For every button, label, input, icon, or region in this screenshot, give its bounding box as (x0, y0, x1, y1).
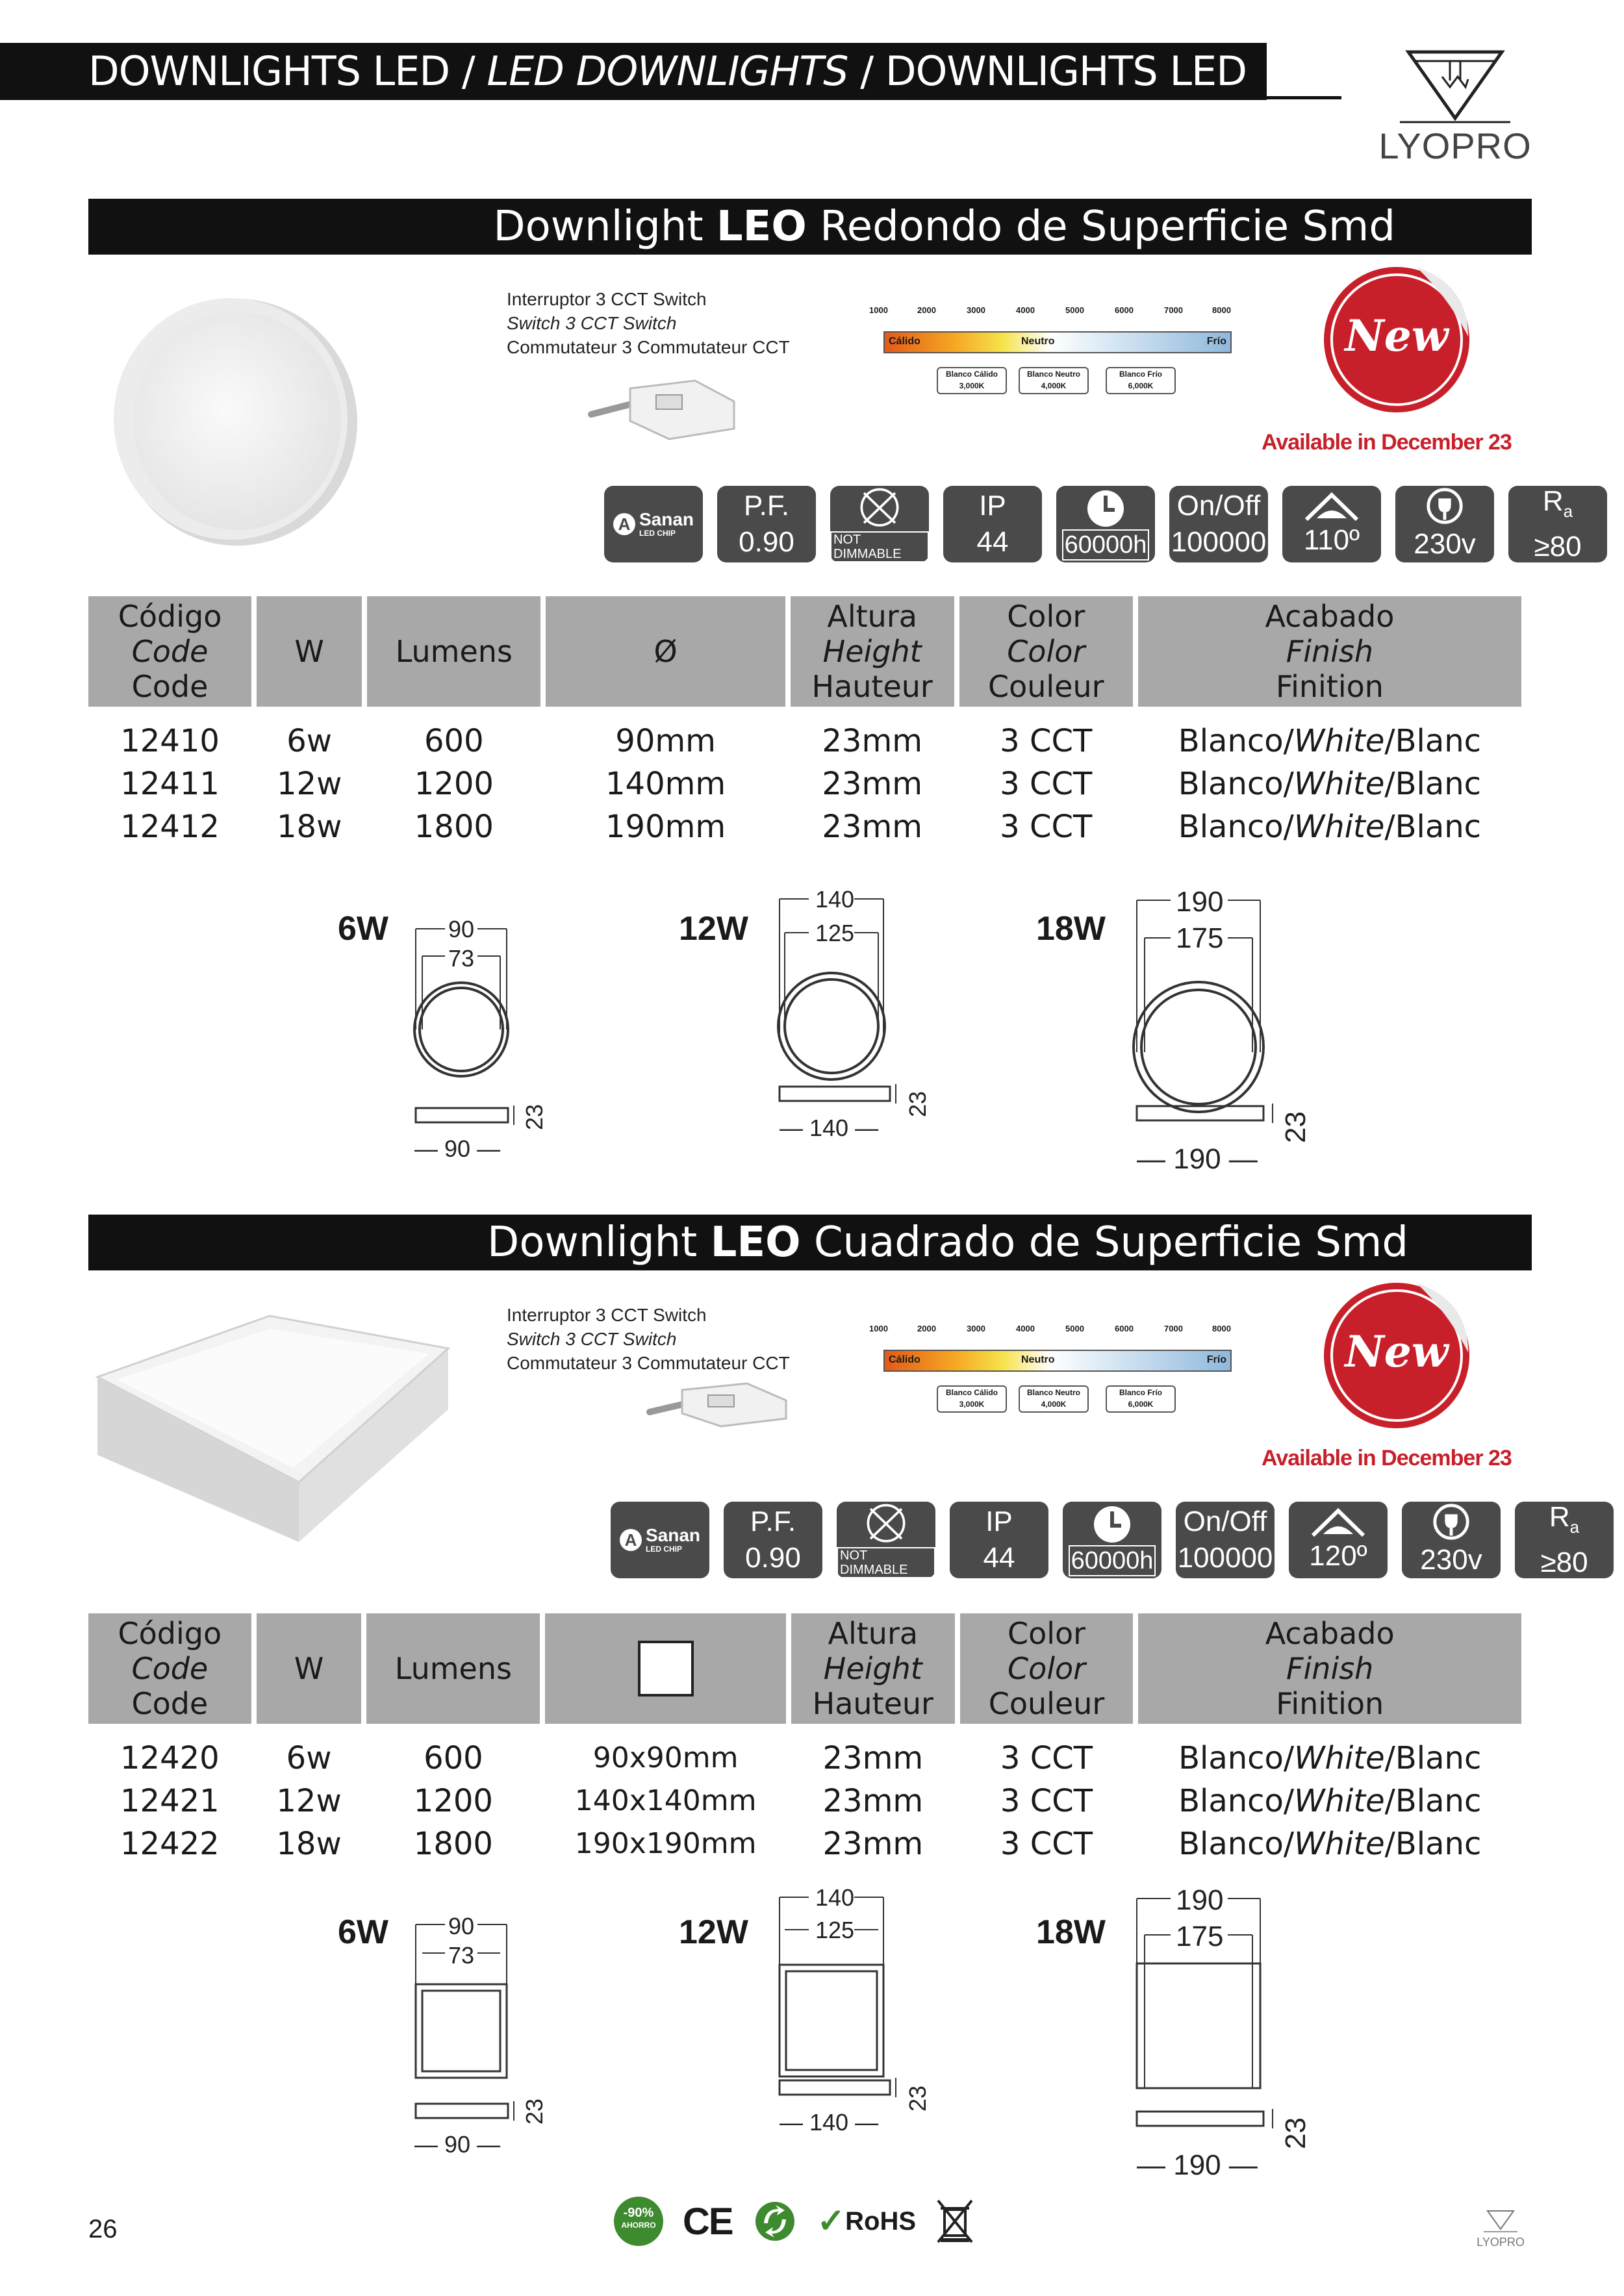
section2-switch-text (507, 1303, 790, 1375)
col-color: Color Color Couleur (959, 596, 1133, 707)
section2-color-scale (864, 1324, 1247, 1421)
scale-warm: Cálido (889, 1354, 920, 1365)
section1-title-bar (88, 199, 1532, 255)
dim-18w-height: 23 (1280, 1111, 1312, 1143)
volt-value: 230v (1420, 1544, 1482, 1576)
ra-label: R (1549, 1500, 1570, 1533)
temperature-gradient-bar (883, 1350, 1232, 1372)
cell-lumens: 600 (424, 723, 484, 759)
dim-18w-bottom: 190 (1173, 1143, 1221, 1175)
dim-6w-bottom-row: — 90 — (414, 1135, 501, 1162)
cell-color: 3 CCT (1000, 723, 1093, 759)
dim-18w-drawing (1130, 896, 1273, 1130)
dim-12w-bottom-row: — 140 — (780, 2109, 879, 2136)
col-height: Altura Height Hauteur (791, 1613, 955, 1724)
col-watts: W (257, 596, 362, 707)
sanan-name: Sanan (645, 1525, 701, 1545)
switch-line-fr: Commutateur 3 Commutateur CCT (507, 1353, 790, 1373)
scale-tick: 5000 (1065, 305, 1084, 315)
col-color: Color Color Couleur (960, 1613, 1134, 1724)
scale-box-label: Blanco Neutro (1026, 1388, 1080, 1397)
col-finish: Acabado Finish Finition (1138, 1613, 1521, 1724)
cell-size: 140mm (605, 766, 726, 802)
scale-tick: 4000 (1016, 1324, 1035, 1333)
cell-size: 140x140mm (574, 1784, 757, 1817)
cell-code: 12421 (120, 1783, 220, 1819)
badge-lifetime (1063, 1502, 1161, 1578)
section1-spec-table (83, 596, 1527, 848)
badge-ra (1515, 1502, 1614, 1578)
dim-6w-drawing (409, 922, 526, 1117)
badge-sanan (611, 1502, 709, 1578)
sanan-sub: LED CHIP (639, 529, 676, 538)
switch-line-en: Switch 3 CCT Switch (507, 313, 677, 333)
section2-dimensions (325, 1884, 1364, 2192)
ra-sub: a (1569, 1517, 1580, 1537)
section2-switch-image (643, 1377, 799, 1429)
dim-6w-bottom: 90 (444, 1135, 471, 1162)
pf-label: P.F. (750, 1506, 796, 1537)
badge-ip (950, 1502, 1048, 1578)
volt-value: 230v (1414, 528, 1476, 560)
dim-6w-inner: 73 (448, 945, 475, 972)
brand-name: LYOPRO (1378, 125, 1532, 166)
onoff-label: On/Off (1183, 1506, 1267, 1537)
badge-not-dimmable (837, 1502, 935, 1578)
saving-pct: -90% (623, 2206, 654, 2220)
cell-height: 23mm (822, 1826, 924, 1862)
scale-box-label: Blanco Frío (1119, 370, 1162, 379)
cell-size: 190x190mm (574, 1827, 757, 1860)
badge-onoff (1169, 486, 1268, 562)
onoff-value: 100000 (1171, 526, 1267, 558)
switch-line-es: Interruptor 3 CCT Switch (507, 1305, 707, 1325)
cell-finish: Blanco/White/Blanc (1178, 1740, 1482, 1776)
dim-label: NOT DIMMABLE (830, 531, 929, 562)
scale-box-cold (1106, 367, 1176, 394)
scale-tick: 6000 (1115, 305, 1134, 315)
col-lumens: Lumens (366, 1613, 540, 1724)
recycle-icon (752, 2199, 798, 2244)
dim-18w-drawing (1130, 1893, 1273, 2101)
table-header-row (88, 596, 1521, 707)
scale-tick: 5000 (1065, 1324, 1084, 1333)
ip-label: IP (979, 490, 1006, 522)
sanan-name: Sanan (639, 509, 694, 529)
badge-sanan (604, 486, 703, 562)
cell-watts: 12w (276, 766, 342, 802)
col-code: Código Code Code (88, 596, 251, 707)
cell-watts: 12w (276, 1783, 342, 1819)
dim-18w-bottom: 190 (1173, 2149, 1221, 2181)
page-number: 26 (88, 2215, 118, 2243)
scale-box-value: 4,000K (1041, 381, 1067, 390)
scale-box-label: Blanco Cálido (945, 370, 998, 379)
scale-warm: Cálido (889, 336, 920, 347)
saving-word: AHORRO (621, 2221, 656, 2230)
dim-6w-bottom: 90 (444, 2131, 471, 2158)
beam-angle-icon (1309, 1506, 1367, 1538)
cell-color: 3 CCT (1000, 1783, 1093, 1819)
scale-tick: 4000 (1016, 305, 1035, 315)
section1-title-pre: Downlight (493, 203, 717, 251)
ra-label: R (1542, 485, 1564, 517)
switch-line-es: Interruptor 3 CCT Switch (507, 289, 707, 309)
section2-title-pre: Downlight (487, 1218, 711, 1267)
cell-finish: Blanco/White/Blanc (1178, 766, 1482, 802)
scale-box-label: Blanco Frío (1119, 1388, 1162, 1397)
table-row (88, 1737, 1521, 1780)
cell-code: 12412 (120, 809, 220, 845)
cell-lumens: 1800 (413, 1826, 493, 1862)
dim-12w-drawing (773, 896, 903, 1104)
section1-switch-image (585, 369, 741, 447)
section1-feature-badges (604, 486, 1607, 562)
sanan-sub: LED CHIP (645, 1545, 682, 1554)
cell-watts: 18w (276, 1826, 342, 1862)
page-header-bar (0, 43, 1267, 100)
cell-lumens: 1200 (414, 766, 494, 802)
dim-12w-bottom: 140 (809, 2109, 849, 2136)
dim-label: NOT DIMMABLE (837, 1547, 935, 1578)
scale-box-neutral (1019, 367, 1089, 394)
scale-box-value: 3,000K (959, 381, 985, 390)
col-diameter: Ø (546, 596, 785, 707)
section1-title-post: Redondo de Superficie Smd (806, 203, 1395, 251)
ra-value: ≥80 (1540, 1546, 1588, 1579)
badge-not-dimmable (830, 486, 929, 562)
badge-power-factor (717, 486, 816, 562)
section1-switch-text (507, 287, 790, 359)
scale-tick: 8000 (1212, 305, 1231, 315)
dim-6w-side (412, 2099, 516, 2125)
onoff-label: On/Off (1176, 490, 1261, 522)
sanan-logo-icon: A (620, 1529, 642, 1551)
beam-angle-icon (1302, 490, 1361, 522)
cell-size: 90mm (615, 723, 716, 759)
dim-18w-height: 23 (1280, 2117, 1312, 2149)
header-part3: / DOWNLIGHTS LED (848, 47, 1247, 95)
rohs-text: RoHS (845, 2206, 917, 2236)
dim-12w-outer: 140 (815, 1884, 855, 1911)
table-row (88, 1823, 1521, 1865)
scale-tick: 3000 (967, 1324, 985, 1333)
badge-beam-angle (1289, 1502, 1388, 1578)
dim-18w-outer: 190 (1176, 886, 1224, 918)
check-icon: ✓ (817, 2202, 846, 2240)
section1-dimensions (325, 883, 1364, 1195)
cell-watts: 6w (286, 723, 333, 759)
cell-color: 3 CCT (1000, 1740, 1093, 1776)
scale-tick: 2000 (917, 305, 936, 315)
scale-neutral: Neutro (1021, 1354, 1055, 1365)
badge-power-factor (724, 1502, 822, 1578)
round-downlight-image (97, 286, 364, 559)
ra-sub: a (1563, 501, 1573, 521)
table-header-row (88, 1613, 1521, 1724)
ip-label: IP (985, 1506, 1013, 1537)
dim-18w-bottom-row: — 190 — (1137, 1143, 1258, 1175)
scale-tick: 7000 (1164, 1324, 1183, 1333)
switch-line-en: Switch 3 CCT Switch (507, 1329, 677, 1349)
section2-available: Available in December 23 (1262, 1446, 1512, 1470)
cell-height: 23mm (822, 723, 922, 759)
dim-12w-side (776, 2075, 900, 2101)
scale-box-label: Blanco Neutro (1026, 370, 1080, 379)
dim-12w-bottom-row: — 140 — (780, 1115, 879, 1141)
scale-cold: Frío (1206, 1354, 1226, 1365)
cell-code: 12411 (120, 766, 220, 802)
ip-value: 44 (976, 526, 1009, 558)
energy-saving-icon (614, 2197, 663, 2246)
badge-beam-angle (1282, 486, 1381, 562)
cell-height: 23mm (822, 1740, 924, 1776)
scale-box-value: 3,000K (959, 1400, 985, 1409)
dim-6w-height: 23 (521, 1104, 548, 1130)
cell-finish: Blanco/White/Blanc (1178, 1826, 1482, 1862)
cell-color: 3 CCT (1000, 809, 1093, 845)
hours-value: 60000h (1069, 1545, 1156, 1576)
hours-value: 60000h (1062, 529, 1150, 561)
ip-value: 44 (983, 1542, 1015, 1574)
dim-12w-bottom: 140 (809, 1115, 849, 1141)
cell-color: 3 CCT (1000, 1826, 1093, 1862)
cell-height: 23mm (822, 809, 922, 845)
col-lumens: Lumens (367, 596, 540, 707)
new-label: New (1345, 310, 1449, 361)
section2-title-bold: LEO (710, 1218, 801, 1267)
cell-color: 3 CCT (1000, 766, 1093, 802)
section2-new-sticker (1319, 1274, 1475, 1430)
scale-tick: 7000 (1164, 305, 1183, 315)
clock-icon (1091, 1504, 1133, 1545)
cell-finish: Blanco/White/Blanc (1178, 809, 1482, 845)
dim-6w-height: 23 (521, 2098, 548, 2125)
cell-code: 12410 (120, 723, 220, 759)
header-part1: DOWNLIGHTS LED / (88, 47, 487, 95)
scale-box-cold (1106, 1385, 1176, 1413)
section2-title-post: Cuadrado de Superficie Smd (800, 1218, 1408, 1267)
badge-ra (1508, 486, 1607, 562)
section1-available: Available in December 23 (1262, 430, 1512, 455)
dim-6w-inner: 73 (448, 1942, 475, 1969)
section2-spec-table (83, 1613, 1527, 1865)
cct-switch-icon (643, 1377, 799, 1429)
cell-size: 190mm (605, 809, 726, 845)
badge-ip (943, 486, 1042, 562)
table-row (88, 1780, 1521, 1823)
table-row (88, 805, 1521, 848)
dim-18w-bottom-row: — 190 — (1137, 2149, 1258, 2181)
table-row (88, 720, 1521, 763)
dim-12w-side (776, 1081, 900, 1107)
cell-lumens: 1200 (413, 1783, 493, 1819)
dim-12w-height: 23 (904, 2085, 931, 2112)
ce-mark-icon: CE (683, 2200, 733, 2243)
col-finish: Acabado Finish Finition (1138, 596, 1521, 707)
dim-18w-side (1134, 1101, 1283, 1127)
scale-box-warm (937, 367, 1007, 394)
badge-voltage (1402, 1502, 1501, 1578)
cell-finish: Blanco/White/Blanc (1178, 1783, 1482, 1819)
dim-12w-label: 12W (679, 1913, 748, 1951)
scale-box-value: 4,000K (1041, 1400, 1067, 1409)
new-label: New (1345, 1326, 1449, 1377)
scale-box-warm (937, 1385, 1007, 1413)
section2-title-bar (88, 1215, 1532, 1270)
dim-6w-outer: 90 (448, 1913, 475, 1939)
header-part2: LED DOWNLIGHTS (487, 47, 848, 95)
sanan-logo-icon: A (613, 513, 635, 535)
angle-value: 120º (1309, 1540, 1367, 1572)
col-size-square (545, 1613, 786, 1724)
scale-tick: 1000 (869, 305, 888, 315)
section1-color-scale (864, 305, 1247, 403)
cell-lumens: 1800 (414, 809, 494, 845)
dim-6w-side (412, 1103, 516, 1129)
not-dimmable-icon (854, 486, 906, 531)
cell-watts: 18w (276, 809, 342, 845)
dim-12w-inner: 125 (815, 1917, 855, 1943)
dim-6w-bottom-row: — 90 — (414, 2131, 501, 2158)
scale-box-value: 6,000K (1128, 1400, 1154, 1409)
cell-height: 23mm (822, 1783, 924, 1819)
weee-bin-icon (935, 2198, 974, 2245)
section1-new-sticker (1319, 259, 1475, 414)
dim-12w-outer: 140 (815, 886, 855, 913)
dim-12w-label: 12W (679, 910, 748, 948)
footer-brand-logo (1468, 2208, 1533, 2260)
dim-6w-label: 6W (338, 1913, 388, 1951)
dim-12w-height: 23 (904, 1091, 931, 1117)
onoff-value: 100000 (1177, 1542, 1273, 1574)
cct-switch-icon (585, 369, 741, 447)
plug-icon (1430, 1502, 1472, 1542)
header-underline (1267, 96, 1341, 99)
cell-watts: 6w (286, 1740, 332, 1776)
scale-tick: 2000 (917, 1324, 936, 1333)
pf-value: 0.90 (739, 526, 794, 558)
scale-tick: 6000 (1115, 1324, 1134, 1333)
plug-icon (1424, 486, 1465, 526)
scale-box-value: 6,000K (1128, 381, 1154, 390)
scale-neutral: Neutro (1021, 336, 1055, 347)
cell-code: 12420 (120, 1740, 220, 1776)
cell-height: 23mm (822, 766, 922, 802)
scale-box-label: Blanco Cálido (945, 1388, 998, 1397)
col-code: Código Code Code (88, 1613, 251, 1724)
dim-18w-inner: 175 (1176, 1921, 1224, 1952)
dim-6w-drawing (409, 1919, 526, 2088)
dim-12w-inner: 125 (815, 920, 855, 946)
table-row (88, 763, 1521, 805)
dim-18w-label: 18W (1036, 1913, 1106, 1951)
col-height: Altura Height Hauteur (791, 596, 954, 707)
col-watts: W (257, 1613, 362, 1724)
dim-12w-drawing (773, 1893, 903, 2088)
cell-size: 90x90mm (592, 1741, 739, 1774)
cell-code: 12422 (120, 1826, 220, 1862)
scale-cold: Frío (1206, 336, 1226, 347)
badge-onoff (1176, 1502, 1275, 1578)
dim-18w-side (1134, 2106, 1283, 2132)
pf-value: 0.90 (745, 1542, 801, 1574)
dim-6w-label: 6W (338, 910, 388, 948)
dim-6w-outer: 90 (448, 916, 475, 942)
scale-tick: 8000 (1212, 1324, 1231, 1333)
switch-line-fr: Commutateur 3 Commutateur CCT (507, 337, 790, 357)
pf-label: P.F. (743, 490, 790, 522)
dim-18w-outer: 190 (1176, 1884, 1224, 1916)
scale-box-neutral (1019, 1385, 1089, 1413)
dim-18w-label: 18W (1036, 910, 1106, 948)
section2-feature-badges (611, 1502, 1614, 1578)
clock-icon (1085, 488, 1126, 529)
square-icon (638, 1641, 694, 1697)
not-dimmable-icon (860, 1502, 912, 1547)
temperature-gradient-bar (883, 331, 1232, 353)
section1-title-bold: LEO (716, 203, 807, 251)
brand-logo (1377, 47, 1533, 177)
scale-tick: 3000 (967, 305, 985, 315)
scale-tick: 1000 (869, 1324, 888, 1333)
dim-18w-inner: 175 (1176, 922, 1224, 954)
badge-voltage (1395, 486, 1494, 562)
certification-logos (614, 2195, 991, 2247)
cell-finish: Blanco/White/Blanc (1178, 723, 1482, 759)
rohs-logo (817, 2202, 916, 2241)
square-downlight-image (91, 1312, 455, 1546)
cell-lumens: 600 (424, 1740, 483, 1776)
angle-value: 110º (1303, 524, 1360, 556)
ra-value: ≥80 (1534, 531, 1582, 563)
badge-lifetime (1056, 486, 1155, 562)
footer-brand-name: LYOPRO (1477, 2236, 1525, 2249)
